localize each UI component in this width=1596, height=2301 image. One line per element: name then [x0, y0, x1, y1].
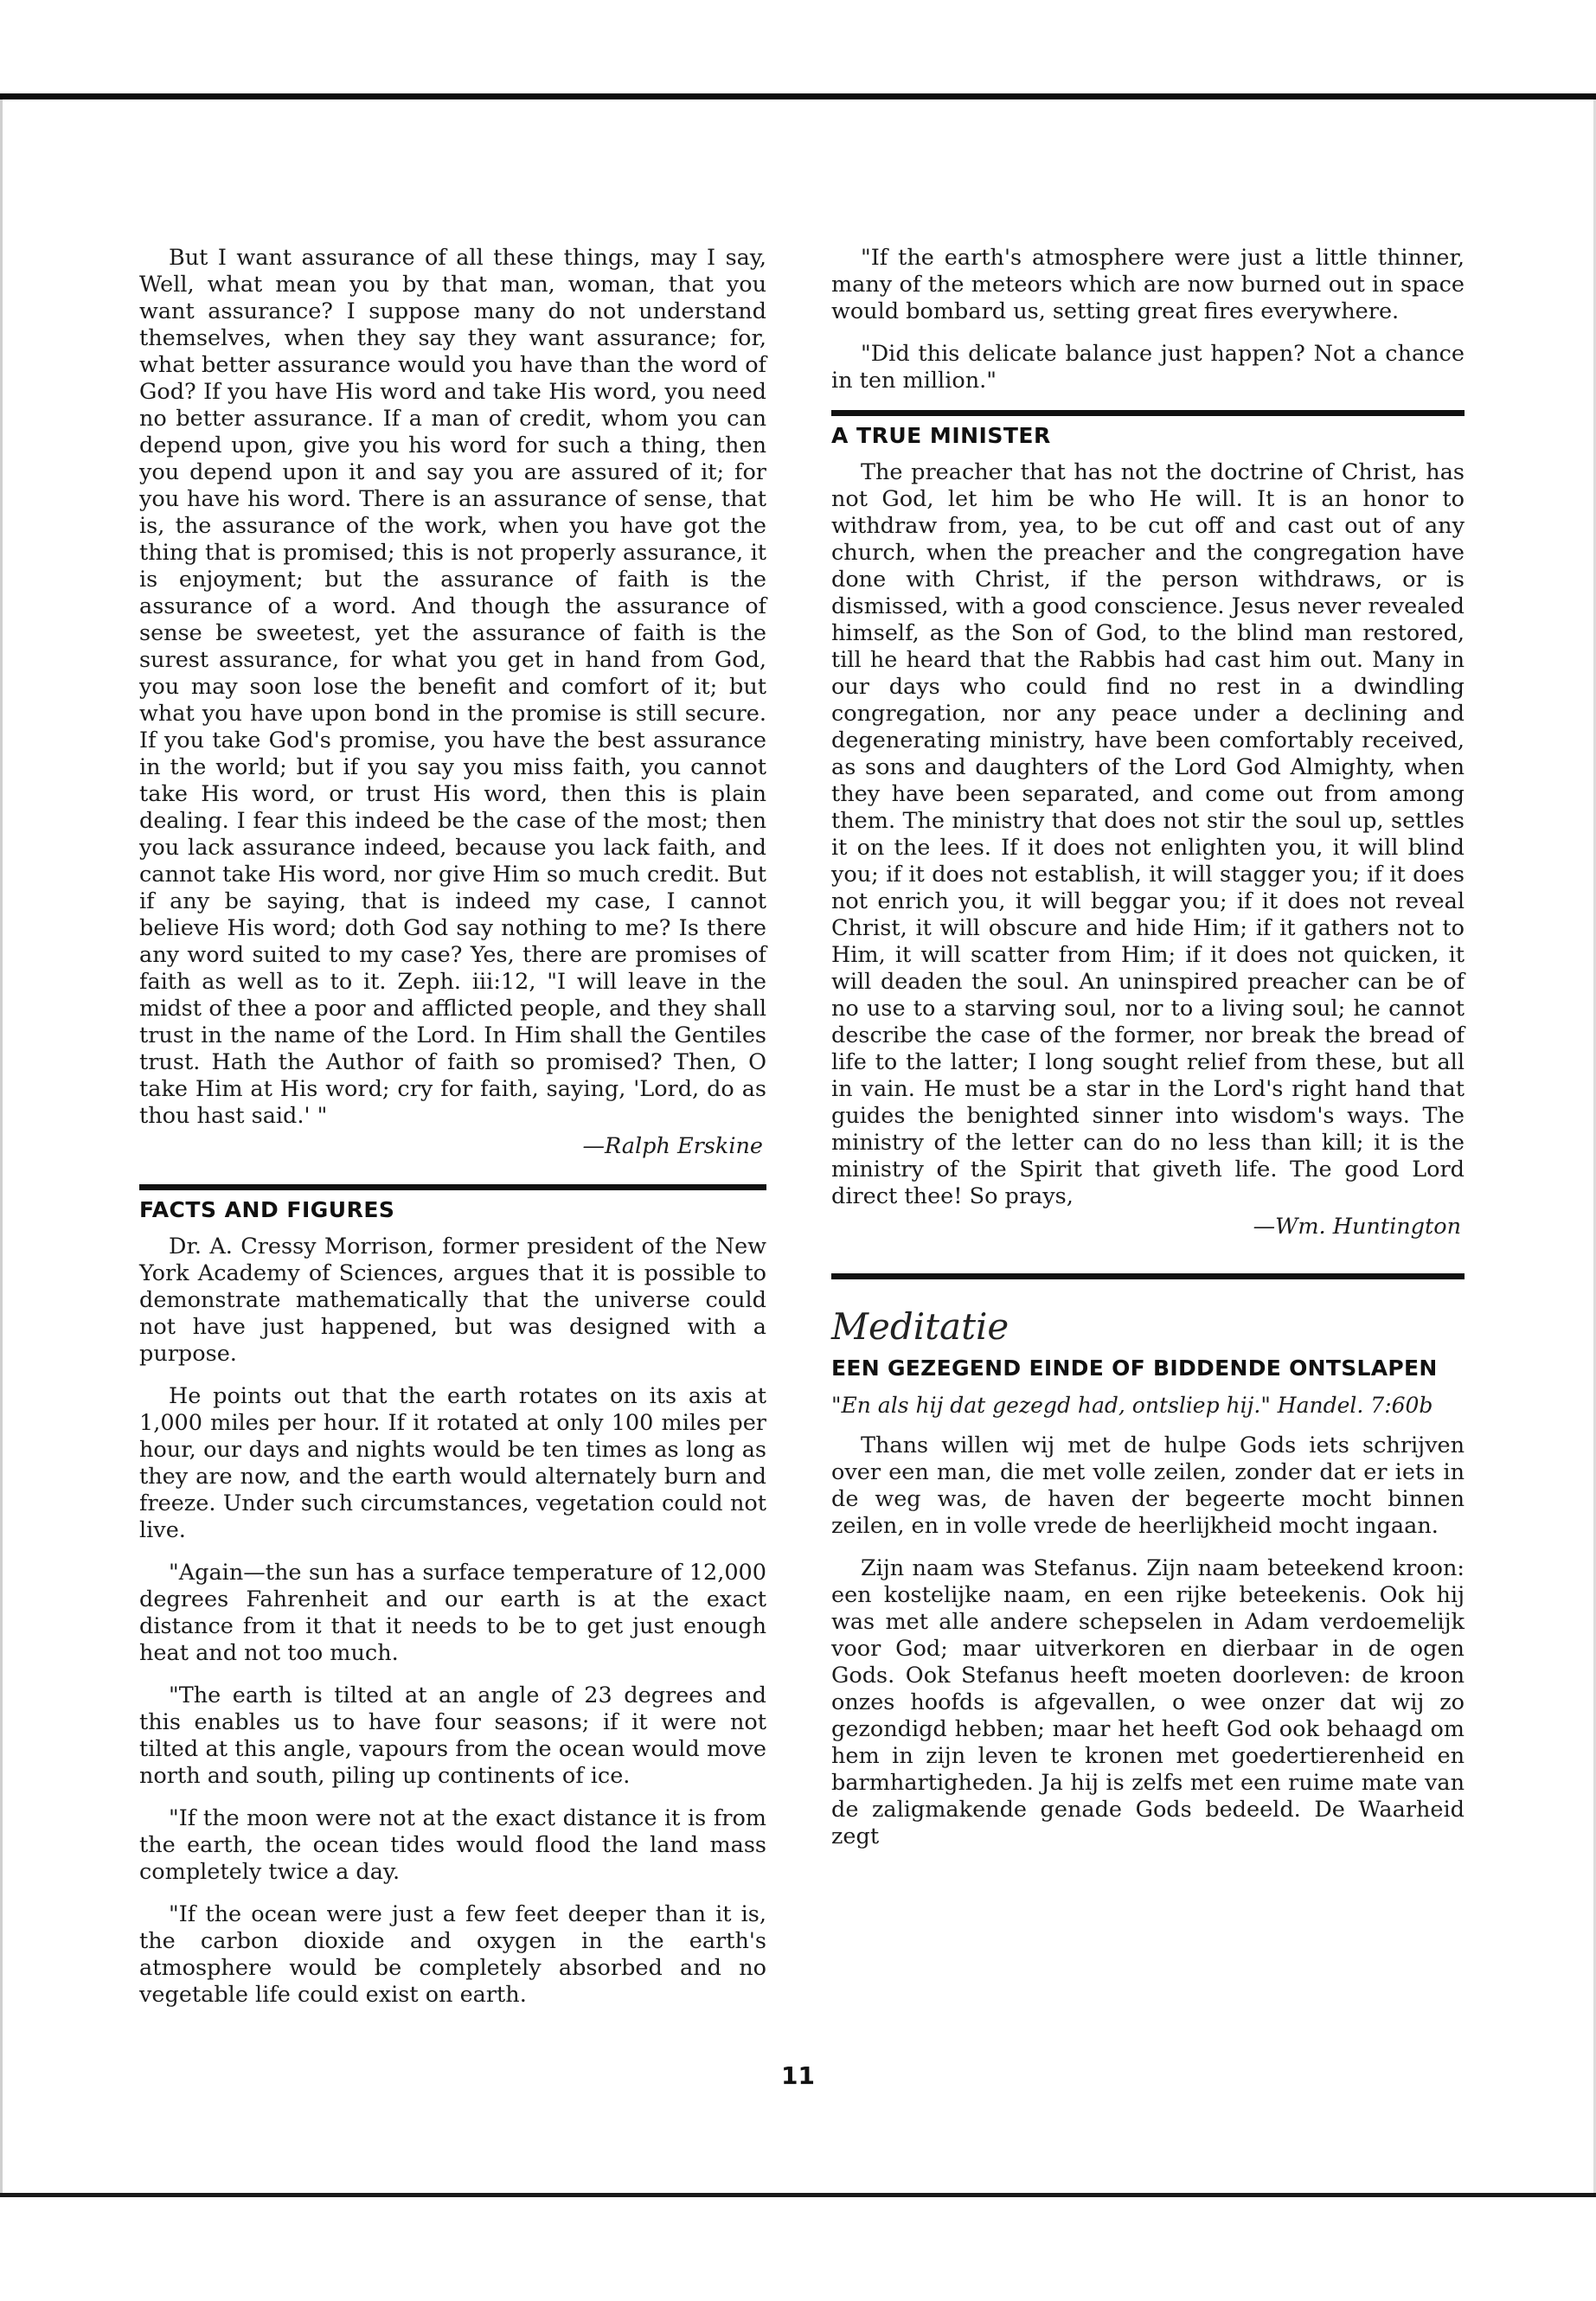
signature-wm-huntington: —Wm. Huntington — [1253, 1214, 1461, 1240]
true-minister-heading: A TRUE MINISTER — [831, 423, 1051, 448]
facts-paragraph: "The earth is tilted at an angle of 23 degrees and this enables us to have four seasons; if it were not tilted at this angle, vapours from the ocean would move north and south, piling up continents of ice. — [139, 1682, 766, 1789]
left-page-edge — [0, 99, 3, 2193]
facts-paragraph: Dr. A. Cressy Morrison, former president of the New York Academy of Sciences, argues that it is possible to demonstrate mathematically that the universe could not have just happened, but was designed with a purpose. — [139, 1234, 766, 1367]
facts-paragraph: "If the moon were not at the exact distance it is from the earth, the ocean tides would flood the land mass completely twice a day. — [139, 1805, 766, 1885]
left-column — [139, 245, 766, 2024]
meditatie-paragraph: Zijn naam was Stefanus. Zijn naam beteekend kroon: een kostelijke naam, en een rijke beteekenis. Ook hij was met alle andere schepselen in Adam verdoemelijk voor God; maar uitverkoren en dierbaar in de ogen Gods. Ook Stefanus heeft moeten doorleven: de kroon onzes hoofds is afgevallen, o wee onzer dat wij zo gezondigd hebben; maar het heeft God ook behaagd om hem in zijn leven te kronen met goedertierenheid en barmhartigheden. Ja hij is zelfs met een ruime mate van de zaligmakende genade Gods bedeeld. De Waarheid zegt — [831, 1555, 1465, 1849]
section-rule — [831, 410, 1465, 416]
signature-ralph-erskine: —Ralph Erskine — [582, 1133, 763, 1159]
right-column — [831, 245, 1465, 1866]
meditatie-title: Meditatie — [831, 1305, 1010, 1348]
facts-and-figures-heading: FACTS AND FIGURES — [139, 1197, 395, 1222]
facts-continued-paragraph: "If the earth's atmosphere were just a little thinner, many of the meteors which are now burned out in space would bombard us, setting great fires everywhere. — [831, 245, 1465, 324]
facts-paragraph: "Again—the sun has a surface temperature of 12,000 degrees Fahrenheit and our earth is at the exact distance from it that it needs to be to get just enough heat and not too much. — [139, 1560, 766, 1666]
minister-paragraph: The preacher that has not the doctrine of Christ, has not God, let him be who He will. It is an honor to withdraw from, yea, to be cut off and cast out of any church, when the preacher and the congregation have done with Christ, if the person withdraws, or is dismissed, with a good conscience. Jesus never revealed himself, as the Son of God, to the blind man restored, till he heard that the Rabbis had cast him out. Many in our days who could find no rest in a dwindling congregation, nor any peace under a declining and degenerating ministry, have been comfortably received, as sons and daughters of the Lord God Almighty, when they have been separated, and come out from among them. The ministry that does not stir the soul up, settles it on the lees. If it does not enlighten you, it will blind you; if it does not establish, it will stagger you; if it does not enrich you, it will beggar you; if it does not reveal Christ, it will obscure and hide Him; if it gathers not to Him, it will scatter from Him; if it does not quicken, it will deaden the soul. An uninspired preacher can be of no use to a starving soul, nor to a living soul; he cannot describe the case of the former, nor break the bread of life to the latter; I long sought relief from these, but all in vain. He must be a star in the Lord's right hand that guides the benighted sinner into wisdom's ways. The ministry of the letter can do no less than kill; it is the ministry of the Spirit that giveth life. The good Lord direct thee! So prays, — [831, 459, 1465, 1209]
facts-continued-paragraph: "Did this delicate balance just happen? Not a chance in ten million." — [831, 341, 1465, 394]
facts-paragraph: He points out that the earth rotates on its axis at 1,000 miles per hour. If it rotated at only 100 miles per hour, our days and nights would be ten times as long as they are now, and the earth would alternately burn and freeze. Under such circumstances, vegetation could not live. — [139, 1383, 766, 1543]
top-border-bar — [0, 93, 1596, 99]
erskine-paragraph: But I want assurance of all these things, may I say, Well, what mean you by that man, woman, that you want assurance? I suppose many do not understand themselves, when they say they want assurance; for, what better assurance would you have than the word of God? If you have His word and take His word, you need no better assurance. If a man of credit, whom you can depend upon, give you his word for such a thing, then you depend upon it and say you are assured of it; for you have his word. There is an assurance of sense, that is, the assurance of the work, when you have got the thing that is promised; this is not properly assurance, it is enjoyment; but the assurance of faith is the assurance of a word. And though the assurance of sense be sweetest, yet the assurance of faith is the surest assurance, for what you get in hand from God, you may soon lose the benefit and comfort of it; but what you have upon bond in the promise is still secure. If you take God's promise, you have the best assurance in the world; but if you say you miss faith, you cannot take His word, or trust His word, then this is plain dealing. I fear this indeed be the case of the most; then you lack assurance indeed, because you lack faith, and cannot take His word, nor give Him so much credit. But if any be saying, that is indeed my case, I cannot believe His word; doth God say nothing to me? Is there any word suited to my case? Yes, there are promises of faith as well as to it. Zeph. iii:12, "I will leave in the midst of thee a poor and afflicted people, and they shall trust in the name of the Lord. In Him shall the Gentiles trust. Hath the Author of faith so promised? Then, O take Him at His word; cry for faith, saying, 'Lord, do as thou hast said.' " — [139, 245, 766, 1129]
page-number: 11 — [781, 2061, 815, 2090]
meditatie-paragraph: Thans willen wij met de hulpe Gods iets schrijven over een man, die met volle zeilen, zonder dat er iets in de weg was, de haven der begeerte mocht binnen zeilen, en in volle vrede de heerlijkheid mocht ingaan. — [831, 1433, 1465, 1539]
facts-paragraph: "If the ocean were just a few feet deeper than it is, the carbon dioxide and oxygen in the earth's atmosphere would be completely absorbed and no vegetable life could exist on earth. — [139, 1901, 766, 2008]
section-rule — [139, 1184, 766, 1190]
section-rule — [831, 1273, 1465, 1279]
meditatie-heading: EEN GEZEGEND EINDE OF BIDDENDE ONTSLAPEN — [831, 1356, 1438, 1381]
bottom-border-bar — [0, 2193, 1596, 2197]
scripture-verse: "En als hij dat gezegd had, ontsliep hij." Handel. 7:60b — [831, 1393, 1433, 1418]
